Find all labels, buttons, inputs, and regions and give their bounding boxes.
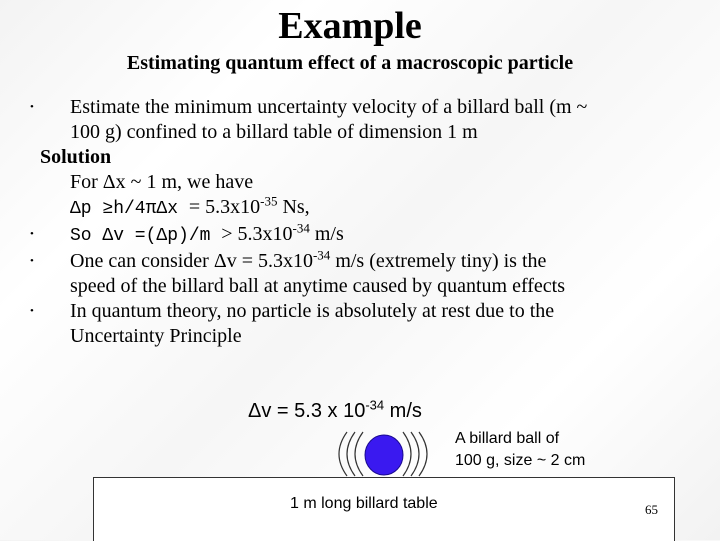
slide-subtitle: Estimating quantum effect of a macroscopic particle	[126, 52, 574, 74]
slide-title: Example	[278, 5, 422, 47]
bullet-icon: •	[30, 101, 34, 113]
solution-heading: Solution	[40, 146, 112, 168]
page-number: 65	[645, 502, 658, 517]
momentum-value: = 5.3x10	[188, 196, 261, 218]
consider-text-b: m/s (extremely tiny) is the	[330, 250, 547, 272]
problem-line-1: Estimate the minimum uncertainty velocity of a billard ball (m ~	[70, 96, 588, 118]
momentum-line	[40, 195, 720, 222]
momentum-exponent: -35	[260, 193, 278, 209]
bullet-item-theory	[30, 299, 720, 324]
bullet-icon: •	[30, 255, 34, 267]
velocity-value: > 5.3x10	[221, 223, 293, 245]
bullet-icon: •	[30, 228, 34, 240]
billard-ball-icon	[365, 435, 403, 475]
for-line: For Δx ~ 1 m, we have	[70, 171, 254, 193]
theory-line-2: Uncertainty Principle	[70, 325, 242, 347]
momentum-expression: Δp ≥h/4πΔx	[70, 199, 189, 219]
ball-label	[455, 428, 585, 472]
ball-label-line-2: 100 g, size ~ 2 cm	[455, 452, 586, 469]
equation-text: Δv = 5.3 x 10	[248, 400, 366, 422]
bullet-item-consider	[30, 247, 720, 274]
bullet-item-velocity	[30, 220, 720, 249]
velocity-equation	[248, 397, 422, 423]
velocity-unit: m/s	[309, 223, 344, 245]
ball-label-line-1: A billard ball of	[455, 430, 560, 447]
momentum-unit: Ns,	[277, 196, 310, 218]
velocity-expression: So Δv =(Δp)/m	[70, 226, 222, 246]
equation-exponent: -34	[365, 397, 385, 413]
equation-unit: m/s	[384, 400, 422, 422]
consider-exponent: -34	[312, 247, 331, 263]
bullet-item-problem	[30, 95, 720, 120]
consider-text-a: One can consider Δv = 5.3x10	[70, 250, 313, 272]
consider-line-2: speed of the billard ball at anytime caused by quantum effects	[70, 275, 566, 297]
slide-body	[30, 95, 720, 349]
bullet-icon: •	[30, 305, 34, 317]
problem-line-2: 100 g) confined to a billard table of dimension 1 m	[70, 121, 478, 143]
billard-ball-figure	[333, 426, 433, 482]
velocity-exponent: -34	[292, 220, 310, 236]
table-label: 1 m long billard table	[290, 495, 438, 512]
theory-line-1: In quantum theory, no particle is absolutely at rest due to the	[70, 300, 555, 322]
